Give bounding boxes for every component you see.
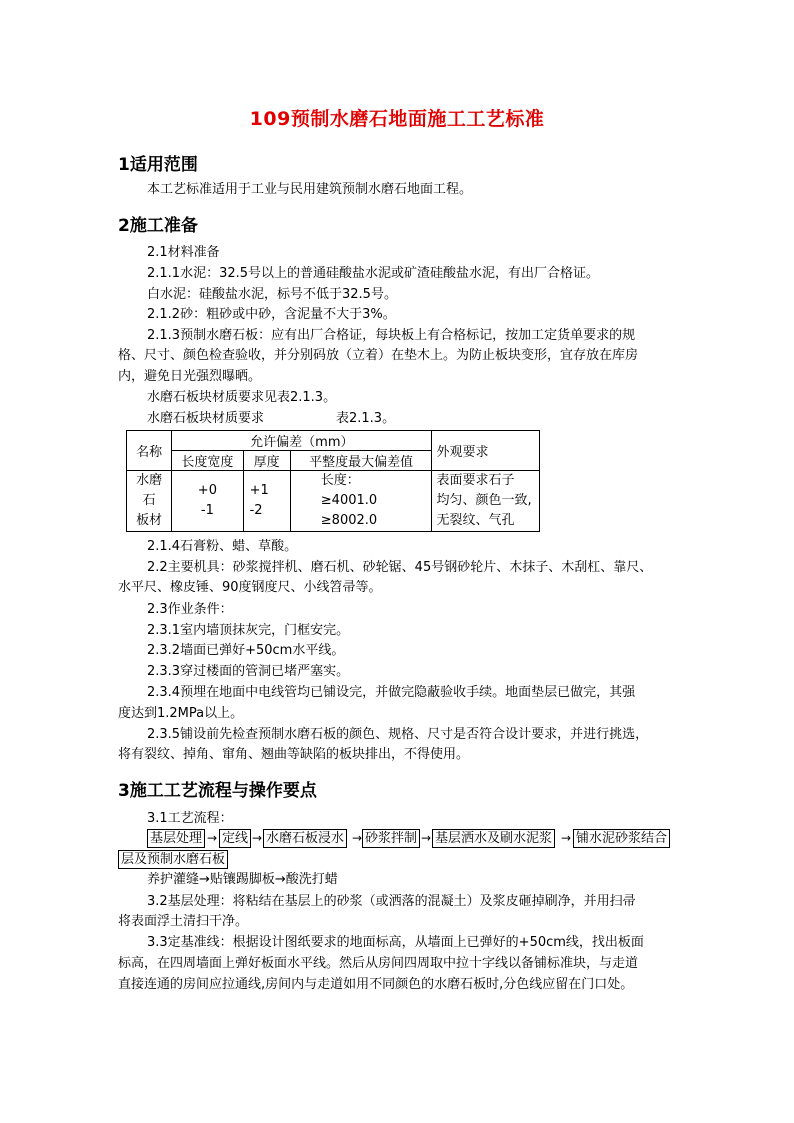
text-line: 将有裂纹、掉角、窜角、翘曲等缺陷的板块排出，不得使用。 <box>118 747 470 762</box>
flow-step-base-treatment: 基层处理 <box>147 829 205 848</box>
text-line: 2.3作业条件： <box>147 602 233 617</box>
table-header-name: 名称 <box>127 431 172 471</box>
table-cell-thickness: +1 -2 <box>243 471 290 532</box>
text-line: 度达到1.2MPa以上。 <box>118 706 244 721</box>
flow-tail: 养护灌缝→贴镶踢脚板→酸洗打蜡 <box>147 872 338 887</box>
section-3-heading: 3施工工艺流程与操作要点 <box>118 781 317 801</box>
text-line: 2.1.4石膏粉、蜡、草酸。 <box>147 539 298 554</box>
flow-step-mix-mortar: 砂浆拌制 <box>362 829 420 848</box>
flow-step-lay-bedding: 铺水泥砂浆结合 <box>573 829 670 848</box>
text-line: 3.1工艺流程： <box>147 811 233 826</box>
material-spec-table <box>126 430 540 532</box>
table-cell-name: 水磨 石 板材 <box>127 471 172 532</box>
text-line: 将表面浮土清扫干净。 <box>118 914 249 929</box>
text-line: 2.1.1水泥：32.5号以上的普通硅酸盐水泥或矿渣硅酸盐水泥，有出厂合格证。 <box>147 266 600 281</box>
page-title: 109预制水磨石地面施工工艺标准 <box>249 108 545 130</box>
section-1-paragraph: 本工艺标准适用于工业与民用建筑预制水磨石地面工程。 <box>147 182 473 197</box>
table-header-tolerance: 允许偏差（mm） <box>172 431 432 451</box>
section-1-heading: 1适用范围 <box>118 155 198 175</box>
text-line: 2.3.2墙面已弹好+50cm水平线。 <box>147 643 345 658</box>
table-caption: 水磨石板块材质要求 <box>147 411 265 426</box>
text-line: 直接连通的房间应拉通线,房间内与走道如用不同颜色的水磨石板时,分色线应留在门口处。 <box>118 977 634 992</box>
flow-arrow: → <box>207 831 218 845</box>
table-cell-appearance: 表面要求石子 均匀、颜色一致, 无裂纹、气孔 <box>432 471 540 532</box>
text-line: 2.1材料准备 <box>147 245 220 260</box>
flow-step-line-setting: 定线 <box>219 829 251 848</box>
text-line: 标高，在四周墙面上弹好板面水平线。然后从房间四周取中拉十字线以备铺标准块，与走道 <box>118 956 639 971</box>
flow-arrow: → <box>352 831 363 845</box>
table-header-length: 长度宽度 <box>172 451 243 471</box>
flow-arrow: → <box>561 831 572 845</box>
text-line: 2.3.4预埋在地面中电线管均已铺设完，并做完隐蔽验收手续。地面垫层已做完，其强 <box>147 685 636 700</box>
text-line: 2.1.3预制水磨石板：应有出厂合格证，每块板上有合格标记，按加工定货单要求的规 <box>147 328 636 343</box>
flow-arrow: → <box>252 831 263 845</box>
text-line: 内，避免日光强烈曝晒。 <box>118 369 262 384</box>
flow-step-soak-slabs: 水磨石板浸水 <box>263 829 347 848</box>
flow-step-wet-base: 基层洒水及刷水泥浆 <box>432 829 555 848</box>
table-number: 表2.1.3。 <box>336 411 396 426</box>
text-line: 2.2主要机具：砂浆搅拌机、磨石机、砂轮锯、45号钢砂轮片、木抹子、木刮杠、靠尺、 <box>147 560 653 575</box>
table-cell-length: +0 -1 <box>172 471 243 532</box>
text-line: 水磨石板块材质要求见表2.1.3。 <box>147 390 337 405</box>
text-line: 2.3.5铺设前先检查预制水磨石板的颜色、规格、尺寸是否符合设计要求，并进行挑选， <box>147 727 649 742</box>
table-header-appearance: 外观要求 <box>432 431 540 471</box>
text-line: 2.3.1室内墙顶抹灰完，门框安完。 <box>147 623 350 638</box>
text-line: 2.3.3穿过楼面的管洞已堵严塞实。 <box>147 664 350 679</box>
flow-arrow: → <box>421 831 432 845</box>
table-header-flatness: 平整度最大偏差值 <box>290 451 432 471</box>
flow-step-lay-slabs: 层及预制水磨石板 <box>118 850 228 869</box>
text-line: 格、尺寸、颜色检查验收，并分别码放（立着）在垫木上。为防止板块变形，宜存放在库房 <box>118 348 639 363</box>
table-header-thickness: 厚度 <box>243 451 290 471</box>
text-line: 白水泥：硅酸盐水泥，标号不低于32.5号。 <box>147 287 397 302</box>
text-line: 3.3定基准线：根据设计图纸要求的地面标高，从墙面上已弹好的+50cm线，找出板面 <box>147 935 644 950</box>
text-line: 2.1.2砂：粗砂或中砂，含泥量不大于3%。 <box>147 307 396 322</box>
section-2-heading: 2施工准备 <box>118 216 198 236</box>
text-line: 水平尺、橡皮锤、90度钢度尺、小线笤帚等。 <box>118 580 382 595</box>
text-line: 3.2基层处理：将粘结在基层上的砂浆（或洒落的混凝土）及浆皮砸掉刷净，并用扫帚 <box>147 894 636 909</box>
table-cell-flatness: 长度： ≥4001.0 ≥8002.0 <box>290 471 432 532</box>
